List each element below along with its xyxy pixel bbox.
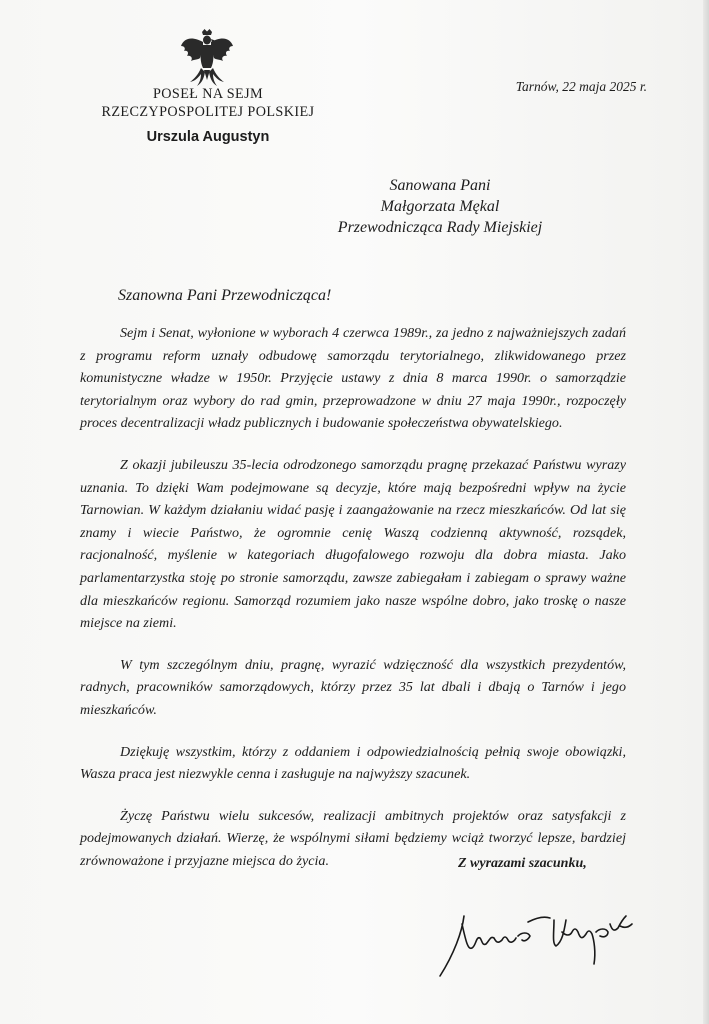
paragraph-1: Sejm i Senat, wyłonione w wyborach 4 czerwca 1989r., za jedno z najważniejszych zadań z programu reform uznały odbudowę samorządu terytorialnego, zlikwidowanego przez komunistyczne władze w 1950r. Przyjęcie ustawy z dnia 8 marca 1990r. o samorządzie terytorialnym oraz wybory do rad gmin, przeprowadzone w dniu 27 maja 1990r., rozpoczęły proces decentralizacji władz publicznych i budowanie społeczeństwa obywatelskiego. xyxy=(80,325,626,432)
paragraph-3: W tym szczególnym dniu, pragnę, wyrazić wdzięczność dla wszystkich prezydentów, radnych, pracowników samorządowych, którzy przez 35 lat dbali i dbają o Tarnów i jego mieszkańców. xyxy=(80,656,626,718)
sender-name: Urszula Augustyn xyxy=(146,129,270,145)
polish-eagle-emblem-icon xyxy=(180,28,234,88)
salutation: Szanowna Pani Przewodnicząca! xyxy=(118,287,332,304)
recipient-line-2: Małgorzata Mękal xyxy=(380,198,500,215)
recipient-line-1: Sanowana Pani xyxy=(389,177,491,194)
closing: Z wyrazami szacunku, xyxy=(458,856,587,871)
recipient-block xyxy=(290,175,590,238)
handwritten-signature xyxy=(432,902,642,982)
sender-title-line-2: RZECZYPOSPOLITEJ POLSKIEJ xyxy=(101,104,315,120)
place-date: Tarnów, 22 maja 2025 r. xyxy=(515,79,647,94)
paragraph-2: Z okazji jubileuszu 35-lecia odrodzonego samorządu pragnę przekazać Państwu wyrazy uznania. To dzięki Wam podejmowane są decyzje, które mają bezpośredni wpływ na życie Tarnowian. W każdym działaniu widać pasję i zaangażowanie na rzecz mieszkańców. Od lat się znamy i wiecie Państwo, że ogromnie cenię Waszą codzienną aktywność, rozsądek, racjonalność, myślenie w kategoriach długofalowego rozwoju dla dobra miasta. Jako parlamentarzystka stoję po stronie samorządu, zawsze zabiegałam i zabiegam o sprawy ważne dla mieszkańców regionu. Samorząd rozumiem jako nasze wspólne dobro, jako troskę o nasze miejsce na ziemi. xyxy=(80,456,626,632)
sender-block xyxy=(100,85,316,145)
paragraph-5: Życzę Państwu wielu sukcesów, realizacji ambitnych projektów oraz satysfakcji z podejmowanych działań. Wierzę, że wspólnymi siłami będziemy wciąż tworzyć lepsze, bardziej zrównoważone i przyjazne miejsca do życia. xyxy=(80,807,626,869)
paper-edge xyxy=(703,0,709,1024)
recipient-line-3: Przewodnicząca Rady Miejskiej xyxy=(337,219,543,236)
paragraph-4: Dziękuję wszystkim, którzy z oddaniem i odpowiedzialnością pełnią swoje obowiązki, Wasza praca jest niezwykle cenna i zasługuje na najwyższy szacunek. xyxy=(80,743,626,783)
letter-body xyxy=(80,322,626,891)
sender-title-line-1: POSEŁ NA SEJM xyxy=(152,86,264,102)
